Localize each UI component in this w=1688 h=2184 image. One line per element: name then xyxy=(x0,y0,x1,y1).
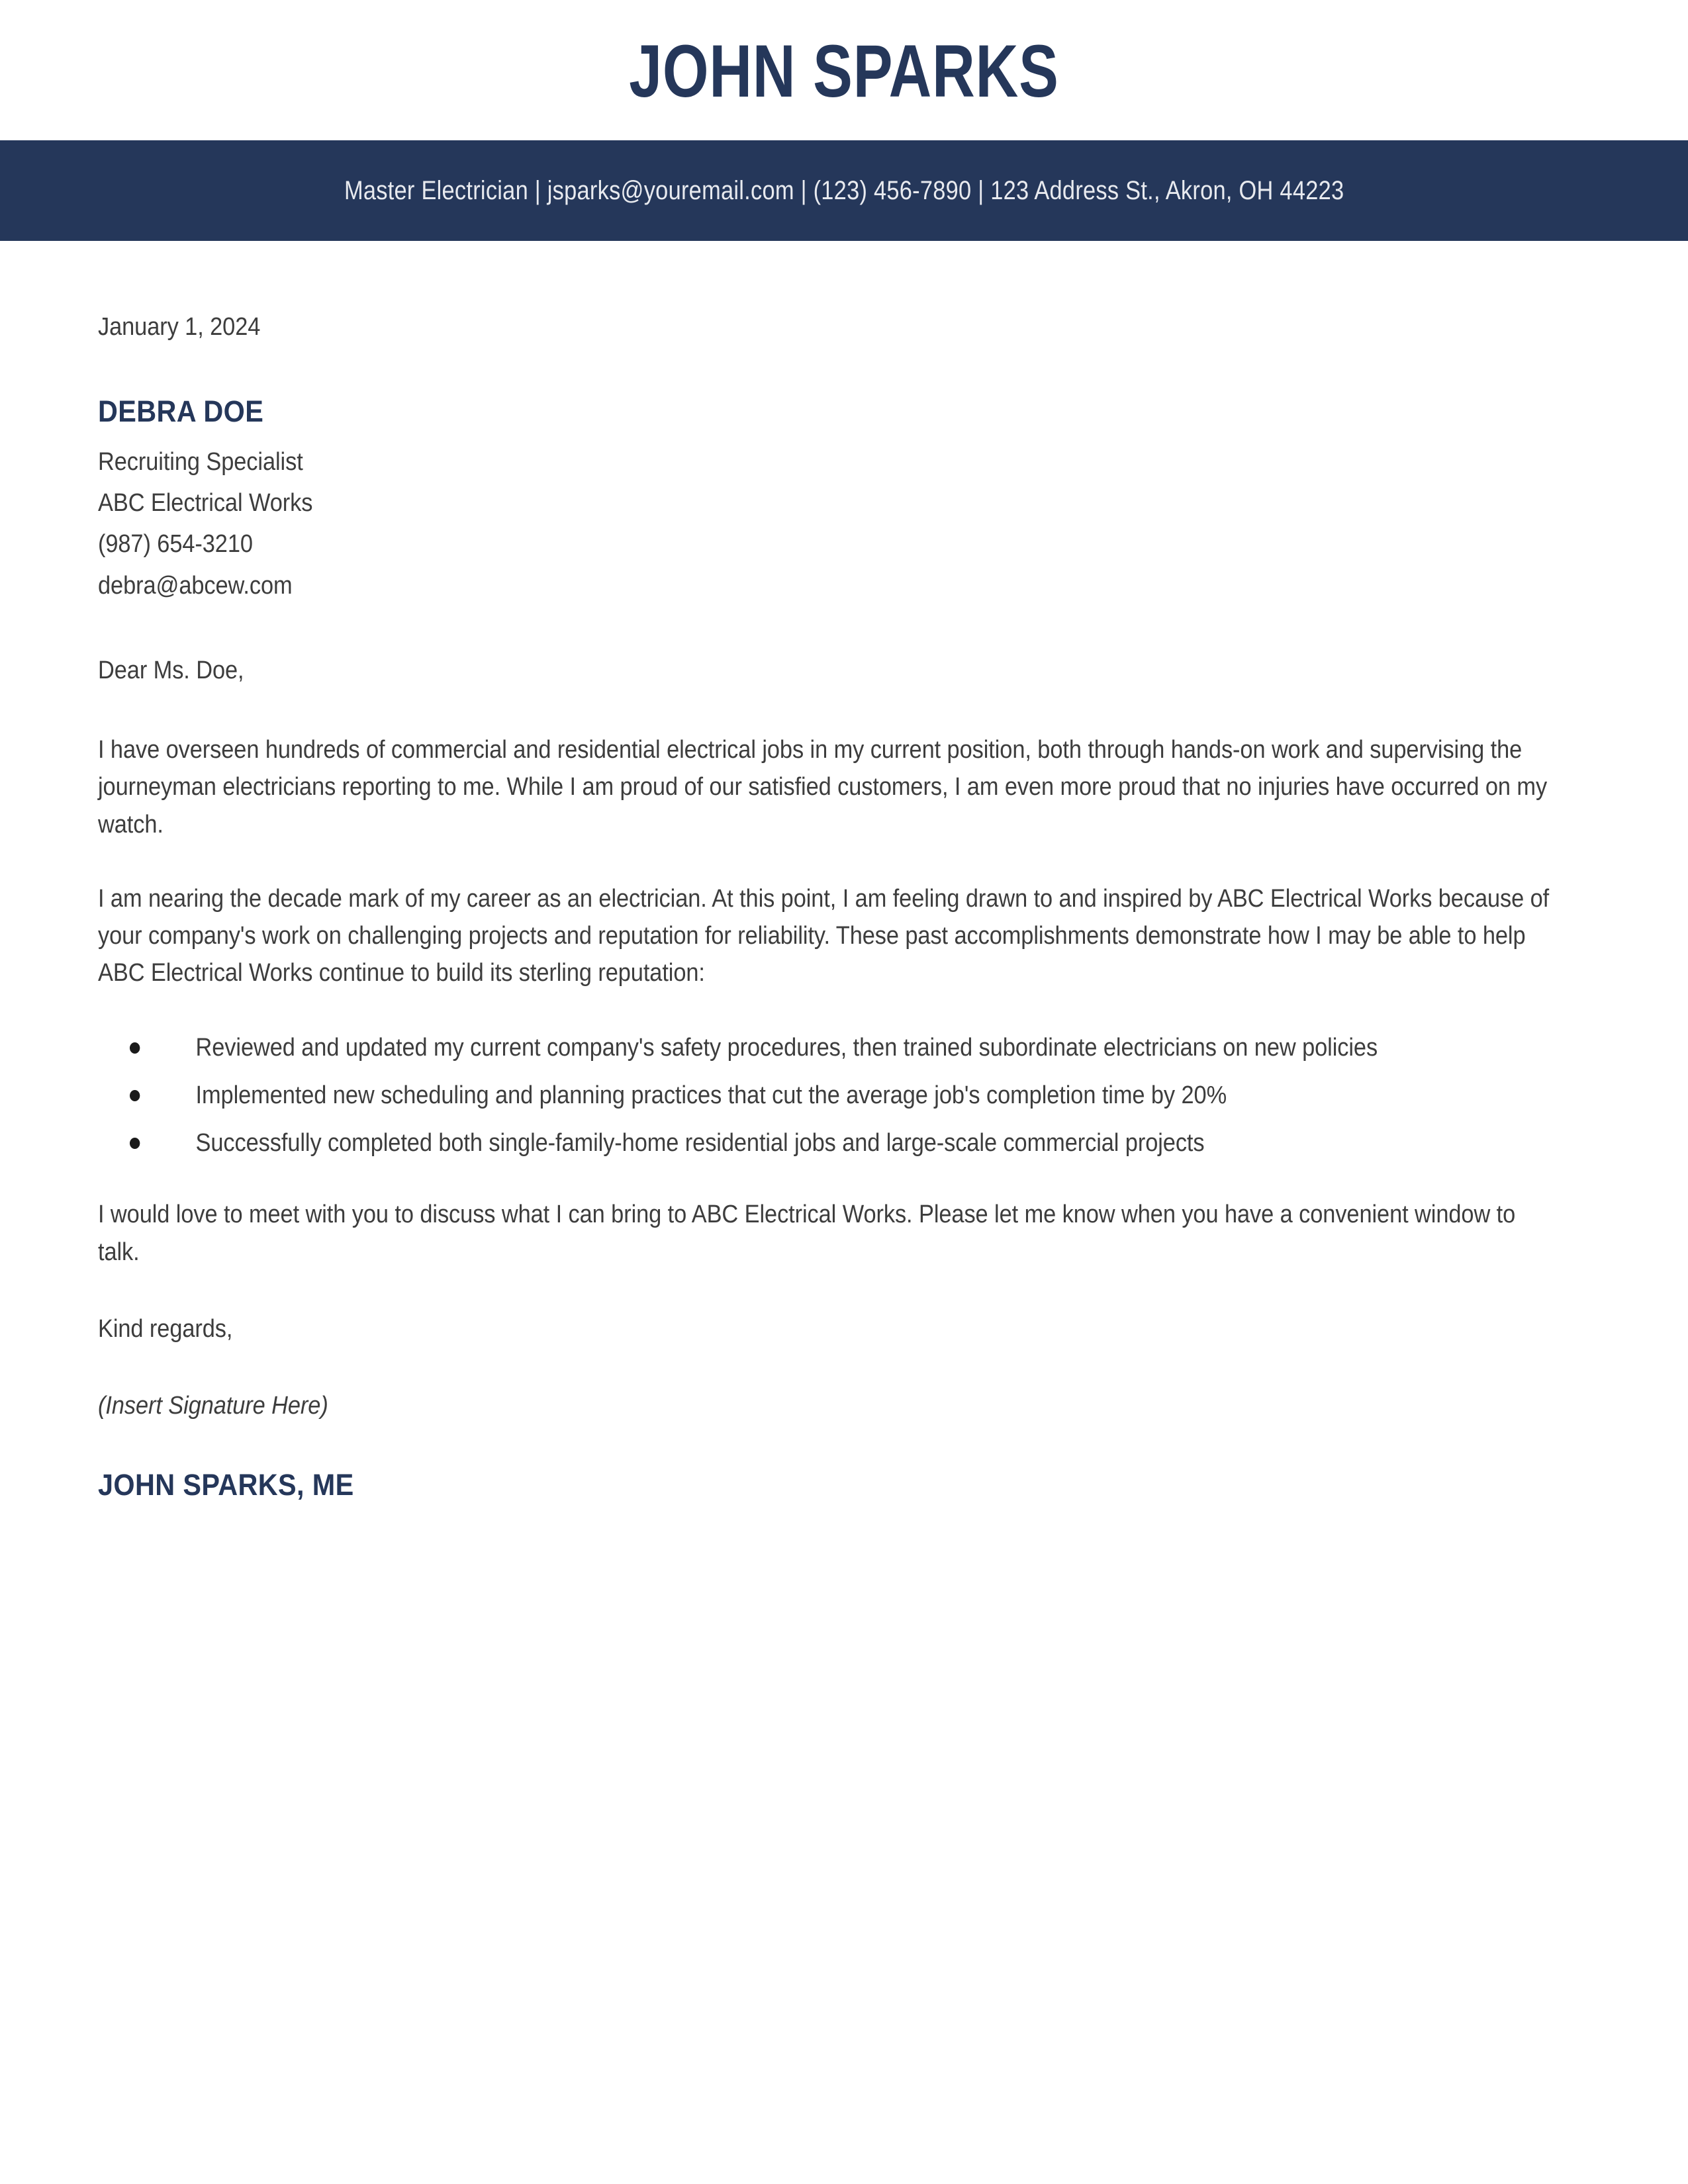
recipient-name: DEBRA DOE xyxy=(98,394,264,429)
letter-body xyxy=(0,241,1688,1502)
body-paragraph-2: I am nearing the decade mark of my career as an electrician. At this point, I am feeling drawn to and inspired by ABC Electrical Works because of your company's work on challenging projects and reputation for reliability. These past accomplishments demonstrate how I may be able to help ABC Electrical Works continue to build its sterling reputation: xyxy=(98,884,1550,987)
accomplishments-list xyxy=(98,1029,1559,1162)
recipient-company: ABC Electrical Works xyxy=(98,489,313,518)
salutation: Dear Ms. Doe, xyxy=(98,656,244,684)
closing-paragraph: I would love to meet with you to discuss what I can bring to ABC Electrical Works. Please let me know when you have a convenient window to talk. xyxy=(98,1201,1516,1266)
list-item xyxy=(98,1077,1559,1114)
contact-bar xyxy=(0,140,1688,241)
list-item-label: Reviewed and updated my current company's safety procedures, then trained subordinate electricians on new policies xyxy=(195,1033,1378,1062)
signature-placeholder: (Insert Signature Here) xyxy=(98,1391,328,1420)
body-paragraph-1: I have overseen hundreds of commercial and residential electrical jobs in my current position, both through hands-on work and supervising the journeyman electricians reporting to me. While I am proud of our satisfied customers, I am even more proud that no injuries have occurred on my watch. xyxy=(98,736,1548,839)
list-item xyxy=(98,1029,1559,1066)
bullet-dot-icon xyxy=(130,1090,140,1101)
bullet-dot-icon xyxy=(130,1138,140,1149)
recipient-block xyxy=(98,443,1559,604)
recipient-title: Recruiting Specialist xyxy=(98,447,303,476)
page-title: JOHN SPARKS xyxy=(629,30,1059,113)
letter-header xyxy=(0,0,1688,241)
list-item-label: Implemented new scheduling and planning practices that cut the average job's completion time by 20% xyxy=(195,1081,1227,1109)
recipient-phone: (987) 654-3210 xyxy=(98,530,253,559)
bullet-dot-icon xyxy=(130,1042,140,1054)
list-item xyxy=(98,1124,1559,1161)
recipient-email: debra@abcew.com xyxy=(98,571,293,600)
letter-date: January 1, 2024 xyxy=(98,313,261,341)
body-top-spacer xyxy=(98,241,1559,308)
sender-name: JOHN SPARKS, ME xyxy=(98,1468,354,1502)
signoff: Kind regards, xyxy=(98,1314,233,1343)
contact-line: Master Electrician | jsparks@youremail.com | (123) 456-7890 | 123 Address St., Akron, OH 44223 xyxy=(344,176,1344,205)
list-item-label: Successfully completed both single-family-home residential jobs and large-scale commercial projects xyxy=(195,1129,1205,1158)
